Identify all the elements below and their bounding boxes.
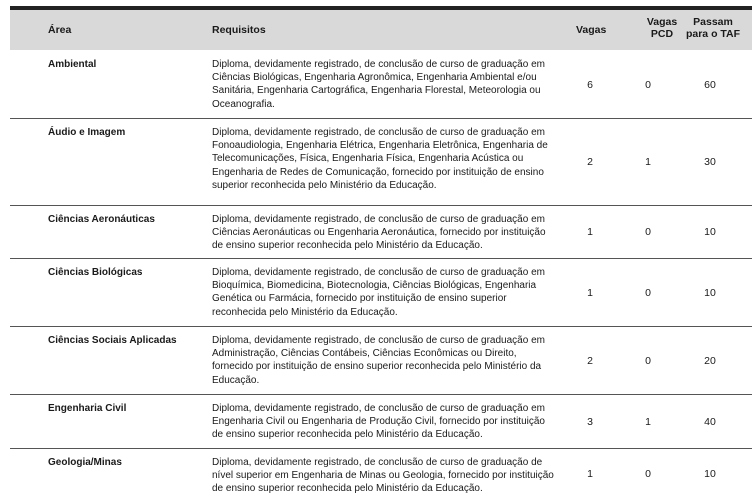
cell-passam-taf: 60 xyxy=(704,79,716,91)
cell-requisitos: Diploma, devidamente registrado, de conclusão de curso de graduação em Administração, Ciências Contábeis, Ciências Econômicas ou Direito, fornecido por instituição de ensino superior reconhecida pelo Ministério da Educação. xyxy=(212,335,545,386)
cell-passam-taf: 30 xyxy=(704,156,716,168)
header-vagas-pcd-line1: Vagas xyxy=(646,16,678,28)
cell-requisitos: Diploma, devidamente registrado, de conclusão de curso de graduação de nível superior em Engenharia de Minas ou Geologia, fornecido por instituição de ensino superior reconhecida pelo Ministério da Educação. xyxy=(212,457,554,495)
table-header xyxy=(10,10,752,50)
cell-requisitos: Diploma, devidamente registrado, de conclusão de curso de graduação em Ciências Aeronáuticas ou Engenharia Aeronáutica, fornecido por instituição de ensino superior reconhecida pelo Ministério da Educação. xyxy=(212,214,546,252)
cell-vagas-pcd: 0 xyxy=(645,79,651,91)
cell-vagas-pcd: 1 xyxy=(645,416,651,428)
cell-vagas-pcd: 0 xyxy=(645,355,651,367)
table-row xyxy=(10,259,752,326)
cell-vagas-pcd: 1 xyxy=(645,156,651,168)
cell-passam-taf: 10 xyxy=(704,468,716,480)
cell-area: Engenharia Civil xyxy=(48,403,127,414)
cell-passam-taf: 20 xyxy=(704,355,716,367)
cell-passam-taf: 10 xyxy=(704,287,716,299)
cell-vagas: 1 xyxy=(587,226,593,238)
cell-requisitos: Diploma, devidamente registrado, de conclusão de curso de graduação em Fonoaudiologia, Engenharia Elétrica, Engenharia Eletrônica, Engenharia de Telecomunicações, Física, Engenharia Física, Engenharia Acústica ou Engenharia de Redes de Comunicação, fornecido por instituição de ensino superior reconhecida pelo Ministério da Educação. xyxy=(212,127,548,191)
header-passam-line2: para o TAF xyxy=(685,28,741,40)
cell-requisitos: Diploma, devidamente registrado, de conclusão de curso de graduação em Engenharia Civil ou Engenharia de Produção Civil, fornecido por instituição de ensino superior reconhecida pelo Ministério da Educação. xyxy=(212,403,545,441)
cell-area: Geologia/Minas xyxy=(48,457,122,468)
cell-vagas-pcd: 0 xyxy=(645,226,651,238)
table-row xyxy=(10,327,752,394)
cell-passam-taf: 40 xyxy=(704,416,716,428)
cell-requisitos: Diploma, devidamente registrado, de conclusão de curso de graduação em Ciências Biológicas, Engenharia Agronômica, Engenharia Ambiental e/ou Sanitária, Engenharia Cartográfica, Engenharia Florestal, Meteorologia ou Oceanografia. xyxy=(212,59,545,110)
cell-vagas: 1 xyxy=(587,287,593,299)
cell-vagas: 2 xyxy=(587,355,593,367)
cell-vagas: 6 xyxy=(587,79,593,91)
header-passam-line1: Passam xyxy=(693,16,733,28)
header-vagas: Vagas xyxy=(576,24,607,36)
table-row xyxy=(10,51,752,118)
table-row xyxy=(10,119,752,205)
cell-requisitos: Diploma, devidamente registrado, de conclusão de curso de graduação em Bioquímica, Biomedicina, Biotecnologia, Ciências Biológicas, Engenharia Genética ou Farmácia, fornecido por instituição de ensino superior reconhecida pelo Ministério da Educação. xyxy=(212,267,545,318)
cell-area: Áudio e Imagem xyxy=(48,127,126,138)
cell-passam-taf: 10 xyxy=(704,226,716,238)
cell-area: Ciências Aeronáuticas xyxy=(48,214,155,225)
header-passam-taf xyxy=(678,16,748,40)
header-area: Área xyxy=(48,24,72,36)
cell-vagas: 3 xyxy=(587,416,593,428)
cell-vagas-pcd: 0 xyxy=(645,287,651,299)
cell-vagas: 1 xyxy=(587,468,593,480)
cell-area: Ciências Biológicas xyxy=(48,267,143,278)
table-row xyxy=(10,395,752,448)
cell-area: Ciências Sociais Aplicadas xyxy=(48,335,177,346)
header-requisitos: Requisitos xyxy=(212,24,266,36)
cell-vagas: 2 xyxy=(587,156,593,168)
table-row xyxy=(10,449,752,498)
table-row xyxy=(10,206,752,258)
header-vagas-pcd-line2: PCD xyxy=(650,28,674,40)
cell-vagas-pcd: 0 xyxy=(645,468,651,480)
cell-area: Ambiental xyxy=(48,59,97,70)
